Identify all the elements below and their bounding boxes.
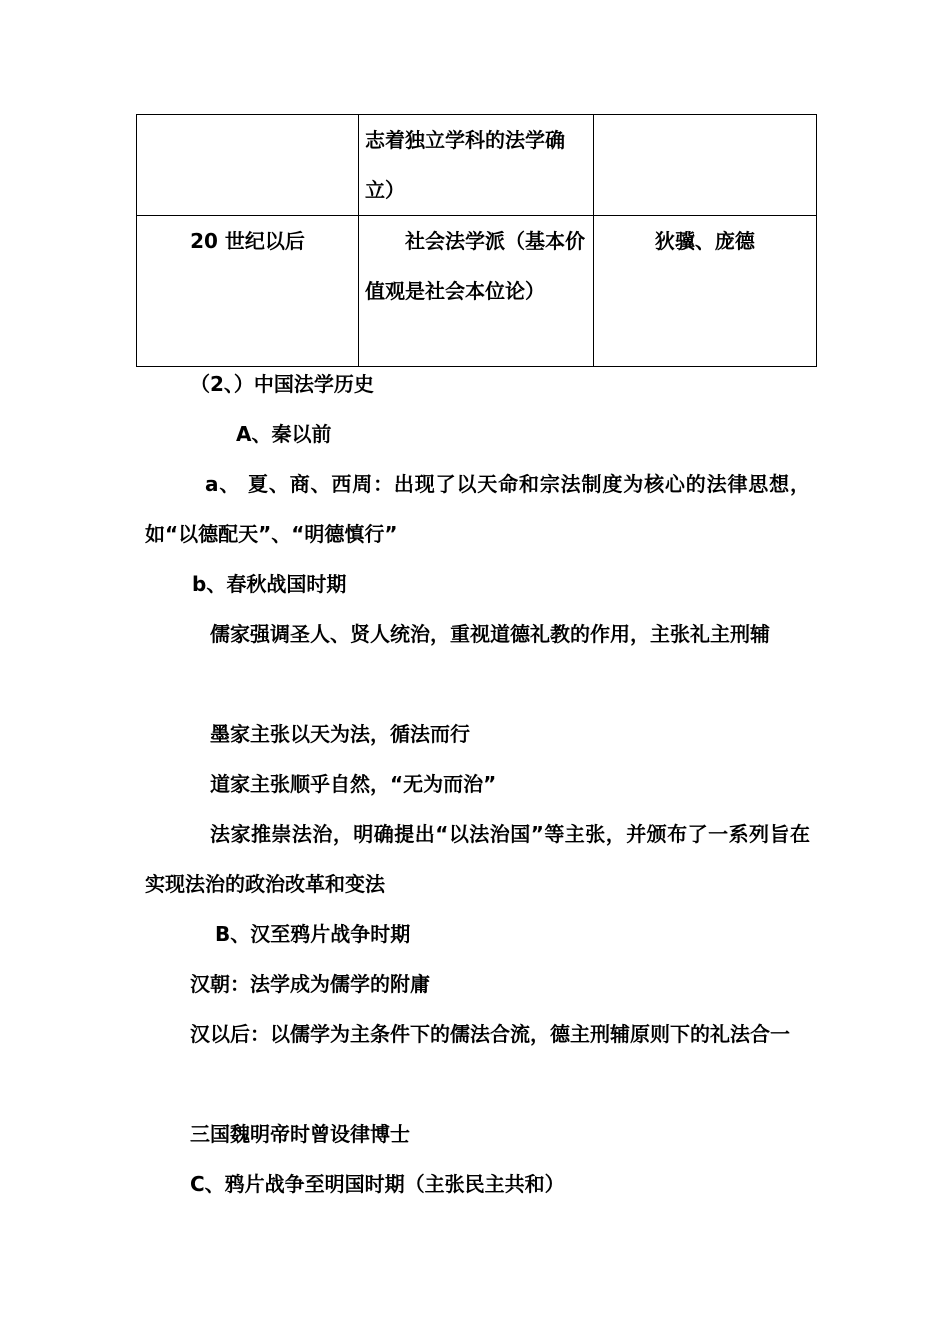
- table-row: [137, 216, 817, 367]
- subheading-han-to-opium-war: B、汉至鸦片战争时期: [215, 922, 411, 946]
- paragraph-wei: 三国魏明帝时曾设律博士: [190, 1122, 410, 1146]
- subheading-opium-war-to-republic: C、鸦片战争至明国时期（主张民主共和）: [190, 1172, 565, 1196]
- history-table: [136, 114, 817, 367]
- paragraph-xia-shang-zhou: a、 夏、商、西周：出现了以天命和宗法制度为核心的法律思想，如“以德配天”、“明德慎行”: [145, 472, 810, 546]
- subheading-pre-qin: A、秦以前: [236, 422, 332, 446]
- section-heading-china-history: （2、）中国法学历史: [190, 372, 374, 396]
- paragraph-mohist: 墨家主张以天为法，循法而行: [210, 722, 470, 746]
- paragraph-taoist: 道家主张顺乎自然，“无为而治”: [210, 772, 497, 796]
- people-cell: 狄骥、庞德: [593, 216, 816, 367]
- paragraph-han: 汉朝：法学成为儒学的附庸: [190, 972, 430, 996]
- school-cell: 社会法学派（基本价值观是社会本位论）: [358, 216, 593, 367]
- paragraph-after-han: 汉以后：以儒学为主条件下的儒法合流，德主刑辅原则下的礼法合一: [190, 1022, 790, 1046]
- subheading-spring-autumn: b、春秋战国时期: [192, 572, 347, 596]
- paragraph-legalist: 法家推崇法治，明确提出“以法治国”等主张，并颁布了一系列旨在实现法治的政治改革和变法: [145, 822, 810, 896]
- period-cell: 20 世纪以后: [137, 216, 359, 367]
- paragraph-confucian: 儒家强调圣人、贤人统治，重视道德礼教的作用，主张礼主刑辅: [210, 622, 770, 646]
- people-cell: [593, 115, 816, 216]
- table-row: [137, 115, 817, 216]
- school-cell: 志着独立学科的法学确立）: [358, 115, 593, 216]
- period-cell: [137, 115, 359, 216]
